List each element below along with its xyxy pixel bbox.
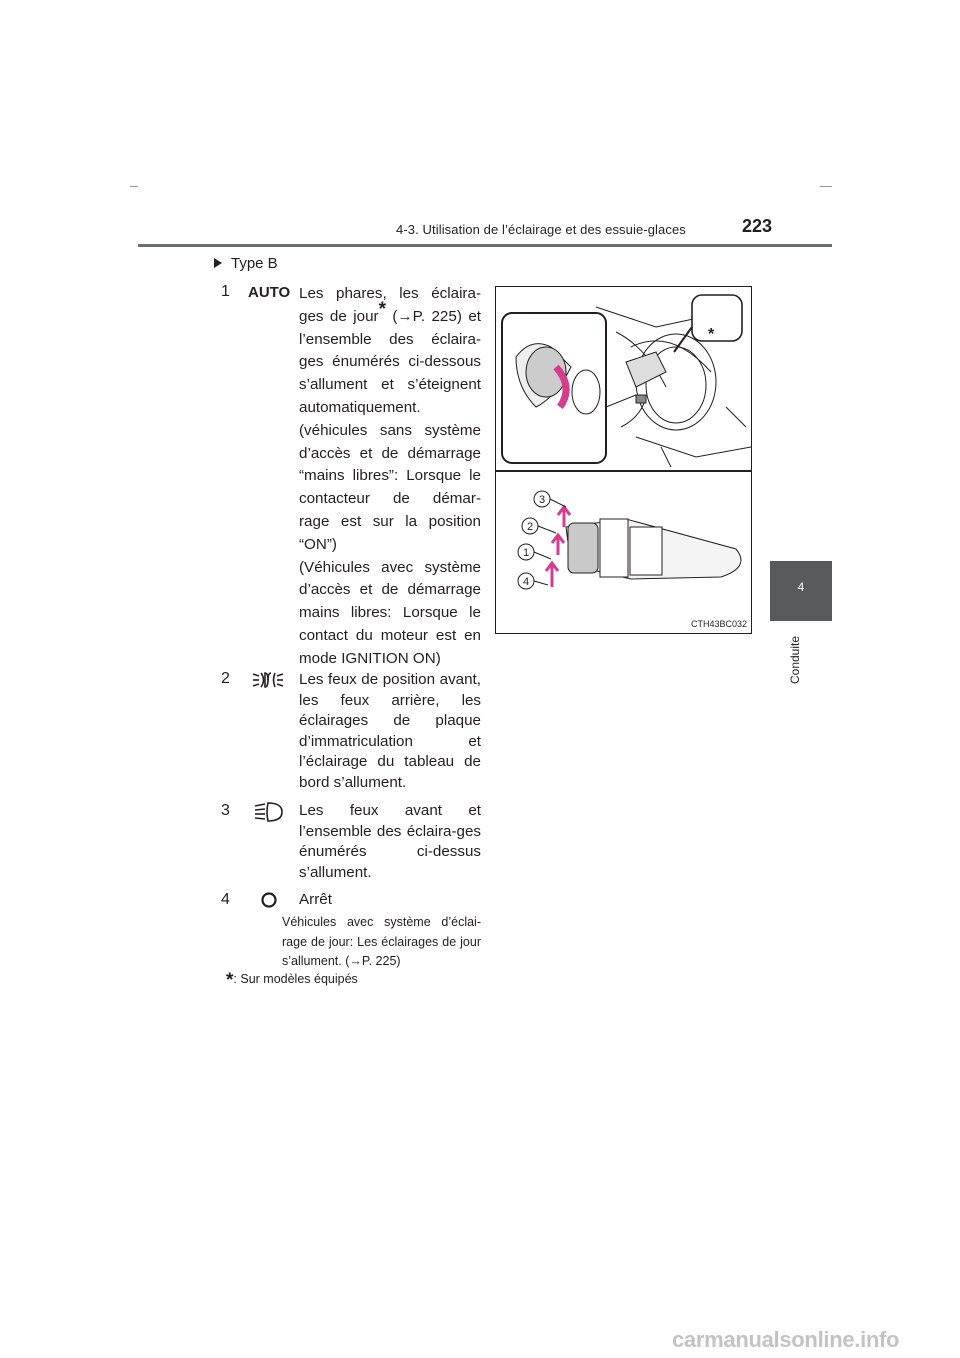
figure-callout-2: 2 — [526, 521, 534, 533]
item-number: 2 — [221, 670, 230, 687]
running-header: 4-3. Utilisation de l’éclairage et des essuie-glaces — [396, 222, 686, 237]
item-description: Les feux de position avant, les feux arrière, les éclairages de plaque d’immatriculation et l’éclairage du tableau de bord s’allument. — [299, 671, 481, 791]
item-description: Les feux avant et l’ensemble des éclaira-ges énumérés ci-dessus s’allument. — [299, 802, 481, 881]
figure-code: CTH43BC032 — [690, 619, 747, 629]
item-number: 3 — [221, 802, 230, 819]
crop-mark — [130, 186, 138, 187]
item-description: Arrêt — [299, 891, 332, 908]
position-lamp-icon — [252, 670, 284, 690]
auto-icon: AUTO — [248, 284, 291, 301]
chapter-title: Conduite — [788, 635, 802, 685]
footnote-text: : Sur modèles équipés — [233, 972, 358, 986]
footnote — [226, 970, 358, 992]
chapter-tab: 4 — [770, 561, 832, 621]
header-rule — [138, 244, 832, 247]
figure-callout-4: 4 — [522, 576, 530, 588]
watermark: carmanualsonline.info — [672, 1327, 900, 1352]
page-number: 223 — [742, 216, 773, 236]
item-note: Véhicules avec système d’éclai-rage de jour: Les éclairages de jour s’allument. (→P. 225) — [282, 915, 481, 968]
figure-marker: * — [708, 326, 715, 343]
off-icon — [260, 891, 278, 909]
type-heading-label: Type B — [231, 255, 278, 272]
footnote-marker: * — [378, 298, 386, 320]
figure-callout-1: 1 — [522, 547, 530, 559]
type-heading — [214, 255, 278, 272]
item-number: 4 — [221, 891, 230, 908]
illustration-figure — [495, 286, 752, 634]
footnote-marker: * — [226, 970, 234, 991]
triangle-bullet-icon — [214, 258, 222, 268]
crop-mark — [820, 186, 832, 187]
item-description: Les phares, les éclaira- ges de jour* (→P. 225) et l’ensemble des éclaira- ges énumérés ci-dessous s’allument et s’éteignent automatiquement. (véhicules sans système d’accès et de démarrage “mains libres”: Lorsque le contacteur de démar- rage est sur la position “ON”) (Véhicules avec système d’accès et de démarrage mains libres: Lorsque le contact du moteur est en mode IGNITION ON) — [299, 285, 481, 667]
headlight-icon — [254, 801, 284, 823]
item-number: 1 — [221, 283, 230, 300]
figure-callout-3: 3 — [538, 494, 546, 506]
dashboard-illustration — [496, 287, 751, 633]
